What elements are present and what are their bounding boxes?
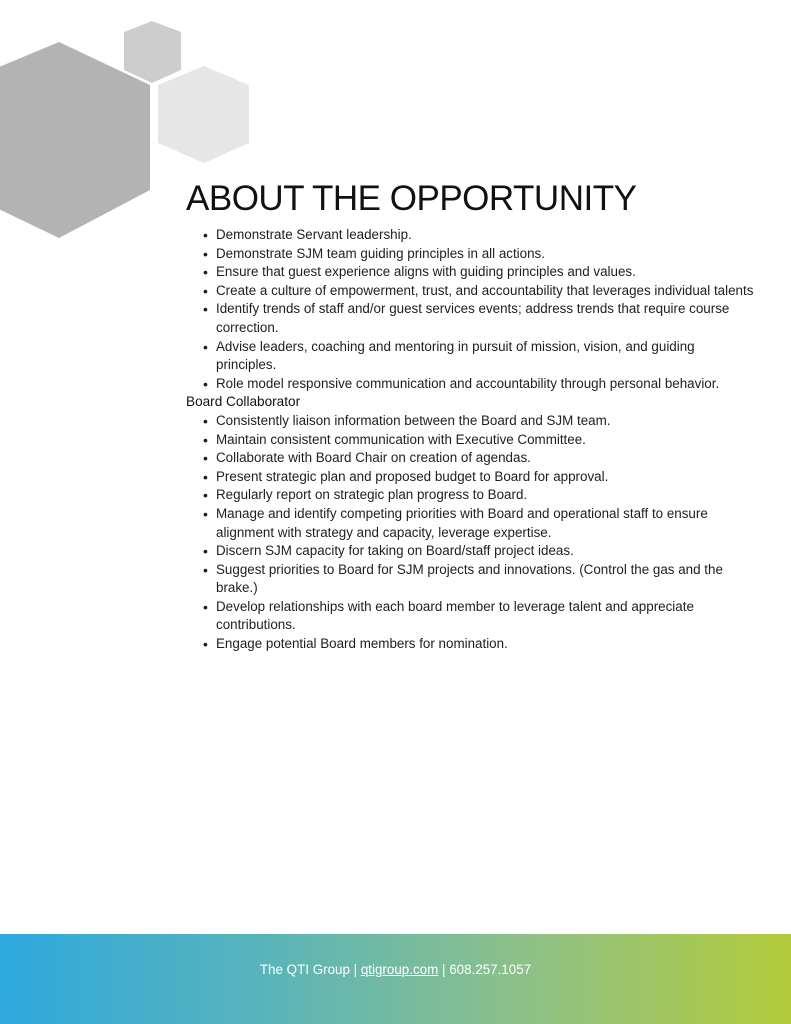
list-item: • Ensure that guest experience aligns with guiding principles and values. <box>216 263 756 282</box>
list-item: • Regularly report on strategic plan progress to Board. <box>216 486 756 505</box>
footer-company: The QTI Group <box>259 962 350 977</box>
footer-separator: | <box>438 962 450 977</box>
list-item: • Create a culture of empowerment, trust, and accountability that leverages individual talents <box>216 282 756 301</box>
list-item: • Role model responsive communication and accountability through personal behavior. <box>216 375 756 394</box>
list-item: • Suggest priorities to Board for SJM projects and innovations. (Control the gas and the brake.) <box>216 561 756 598</box>
board-collaborator-list <box>186 412 756 654</box>
list-item: • Consistently liaison information between the Board and SJM team. <box>216 412 756 431</box>
list-item: • Engage potential Board members for nomination. <box>216 635 756 654</box>
light-hexagon-icon <box>158 66 249 163</box>
list-item: • Present strategic plan and proposed budget to Board for approval. <box>216 468 756 487</box>
list-item: • Develop relationships with each board member to leverage talent and appreciate contributions. <box>216 598 756 635</box>
footer-website-link[interactable]: qtigroup.com <box>360 962 439 977</box>
page-title: ABOUT THE OPPORTUNITY <box>186 179 637 218</box>
list-item: • Collaborate with Board Chair on creation of agendas. <box>216 449 756 468</box>
section-heading-board-collaborator: Board Collaborator <box>186 394 301 410</box>
footer-phone: 608.257.1057 <box>449 962 532 977</box>
footer-contact <box>0 961 791 979</box>
small-hexagon-icon <box>124 21 181 83</box>
list-item: • Demonstrate SJM team guiding principles in all actions. <box>216 245 756 264</box>
main-content <box>186 178 756 654</box>
footer-separator: | <box>349 962 361 977</box>
responsibilities-list <box>186 226 756 393</box>
list-item: • Manage and identify competing priorities with Board and operational staff to ensure alignment with strategy and capacity, leverage expertise. <box>216 505 756 542</box>
list-item: • Identify trends of staff and/or guest services events; address trends that require course correction. <box>216 300 756 337</box>
list-item: • Advise leaders, coaching and mentoring in pursuit of mission, vision, and guiding principles. <box>216 338 756 375</box>
list-item: • Maintain consistent communication with Executive Committee. <box>216 431 756 450</box>
footer-bar <box>0 934 791 1024</box>
list-item: • Demonstrate Servant leadership. <box>216 226 756 245</box>
list-item: • Discern SJM capacity for taking on Board/staff project ideas. <box>216 542 756 561</box>
